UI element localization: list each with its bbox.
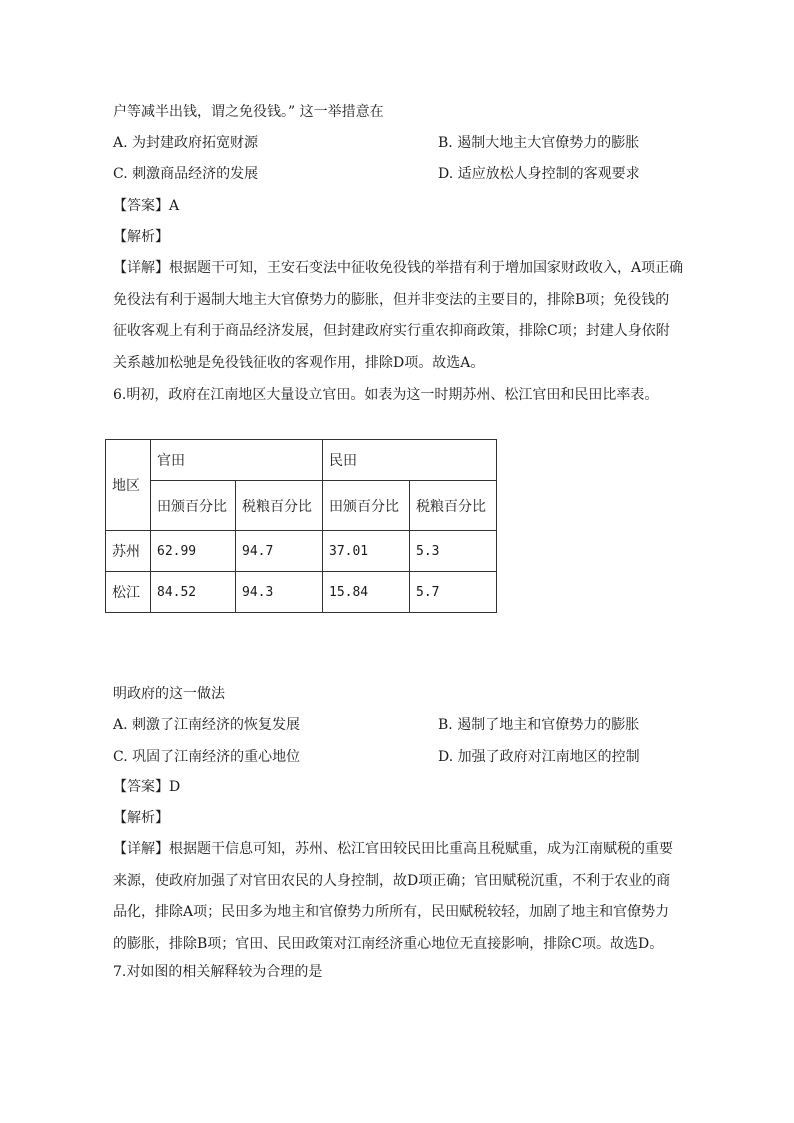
q5-option-d: D. 适应放松人身控制的客观要求 xyxy=(438,166,640,182)
q6-option-c: C. 巩固了江南经济的重心地位 xyxy=(113,749,301,765)
q5-answer xyxy=(113,196,179,216)
table-cell: 5.7 xyxy=(410,572,497,613)
q6-stem: 6.明初，政府在江南地区大量设立官田。如表为这一时期苏州、松江官田和民田比率表。 xyxy=(113,387,659,403)
q7-stem: 7.对如图的相关解释较为合理的是 xyxy=(113,964,323,980)
q6-detail xyxy=(113,834,685,960)
q5-detail-line-4: 关系越加松驰是免役钱征收的客观作用，排除D项。故选A。 xyxy=(113,354,485,371)
q6-detail-line-2: 来源，使政府加强了对官田农民的人身控制，故D项正确；官田赋税沉重，不利于农业的商 xyxy=(113,872,671,889)
answer-value: D xyxy=(169,779,181,795)
answer-label: 【答案】 xyxy=(113,779,169,795)
table-header-region: 地区 xyxy=(106,440,151,531)
detail-label: 【详解】 xyxy=(113,841,169,857)
table-header-official-land: 官田 xyxy=(151,440,323,481)
q5-detail-line-2: 免役法有利于遏制大地主大官僚势力的膨胀，但并非变法的主要目的，排除B项；免役钱的 xyxy=(113,291,670,308)
q6-option-b: B. 遏制了地主和官僚势力的膨胀 xyxy=(438,717,640,733)
table-cell: 5.3 xyxy=(410,531,497,572)
table-cell-region: 苏州 xyxy=(106,531,151,572)
q5-detail-line-3: 征收客观上有利于商品经济发展，但封建政府实行重农抑商政策，排除C项；封建人身依附 xyxy=(113,323,670,339)
table-cell: 15.84 xyxy=(323,572,410,613)
q6-option-a: A. 刺激了江南经济的恢复发展 xyxy=(113,717,301,733)
table-row xyxy=(106,531,497,572)
detail-text: 根据题干可知，王安石变法中征收免役钱的举措有利于增加国家财政收入，A项正确 xyxy=(169,260,684,276)
q5-detail xyxy=(113,253,685,379)
detail-text: 根据题干信息可知，苏州、松江官田较民田比重高且税赋重，成为江南赋税的重要 xyxy=(169,841,673,857)
q6-detail-line-3: 品化，排除A项；民田多为地主和官僚势力所所有，民田赋税较轻，加剧了地主和官僚势力 xyxy=(113,904,670,920)
table-cell: 62.99 xyxy=(151,531,236,572)
q6-answer xyxy=(113,777,180,797)
q6-question: 明政府的这一做法 xyxy=(113,686,225,702)
q5-analysis-label: 【解析】 xyxy=(113,229,169,245)
table-header-private-land: 民田 xyxy=(323,440,497,481)
table-cell: 37.01 xyxy=(323,531,410,572)
q6-option-d: D. 加强了政府对江南地区的控制 xyxy=(438,749,640,765)
table-subheader: 田颁百分比 xyxy=(151,481,236,531)
q5-option-a: A. 为封建政府拓宽财源 xyxy=(113,135,259,151)
table-subheader: 田颁百分比 xyxy=(323,481,410,531)
q6-detail-line-4: 的膨胀，排除B项；官田、民田政策对江南经济重心地位无直接影响，排除C项。故选D。 xyxy=(113,935,664,952)
q6-data-table xyxy=(105,439,497,613)
table-cell: 94.3 xyxy=(236,572,323,613)
answer-value: A xyxy=(169,198,180,214)
table-row xyxy=(106,572,497,613)
q6-detail-line-1 xyxy=(113,834,685,866)
answer-label: 【答案】 xyxy=(113,198,169,214)
table-cell: 84.52 xyxy=(151,572,236,613)
table-cell-region: 松江 xyxy=(106,572,151,613)
q6-analysis-label: 【解析】 xyxy=(113,810,169,826)
detail-label: 【详解】 xyxy=(113,260,169,276)
q5-detail-line-1 xyxy=(113,253,685,285)
table-cell: 94.7 xyxy=(236,531,323,572)
q5-stem-tail: 户等减半出钱，谓之免役钱。” 这一举措意在 xyxy=(113,104,384,120)
q5-option-b: B. 遏制大地主大官僚势力的膨胀 xyxy=(438,135,640,151)
table-subheader: 税粮百分比 xyxy=(410,481,497,531)
table-subheader: 税粮百分比 xyxy=(236,481,323,531)
q5-option-c: C. 刺激商品经济的发展 xyxy=(113,166,259,182)
